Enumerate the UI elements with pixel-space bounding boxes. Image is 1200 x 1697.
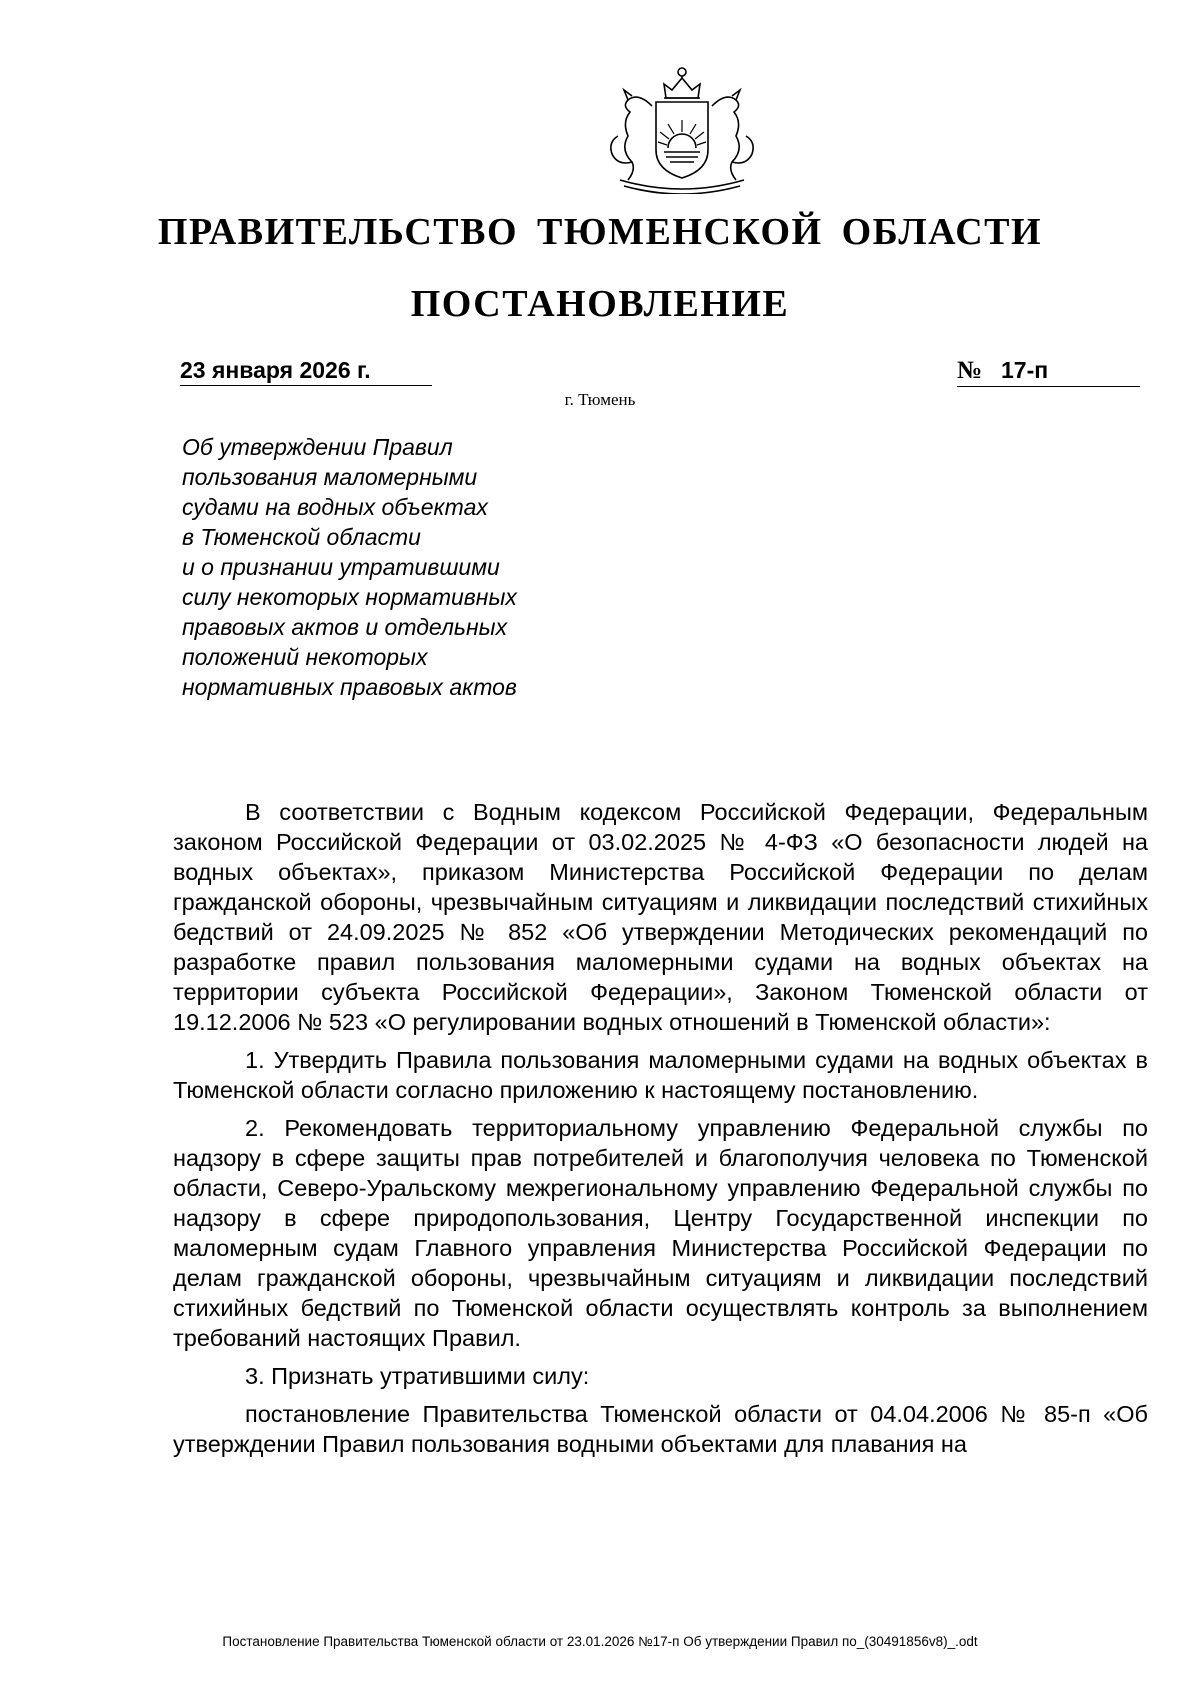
document-body	[173, 797, 1148, 1459]
document-number-line	[957, 355, 1140, 387]
document-type: ПОСТАНОВЛЕНИЕ	[410, 283, 790, 325]
subject-line: правовых актов и отдельных	[182, 614, 508, 640]
preamble-paragraph: В соответствии с Водным кодексом Российской Федерации, Федеральным законом Российской Федерации от 03.02.2025 № 4-ФЗ «О безопасности людей на водных объектах», приказом Министерства Российской Федерации по делам гражданской обороны, чрезвычайным ситуациям и ликвидации последствий стихийных бедствий от 24.09.2025 № 852 «Об утверждении Методических рекомендаций по разработке правил пользования маломерными судами на водных объектах на территории субъекта Российской Федерации», Законом Тюменской области от 19.12.2006 № 523 «О регулировании водных отношений в Тюменской области»:	[173, 799, 1148, 1035]
organization-title: ПРАВИТЕЛЬСТВО ТЮМЕНСКОЙ ОБЛАСТИ	[157, 211, 1043, 253]
subject-line: силу некоторых нормативных	[182, 584, 517, 610]
subject-line: положений некоторых	[182, 644, 428, 670]
item-1-paragraph: 1. Утвердить Правила пользования маломерными судами на водных объектах в Тюменской области согласно приложению к настоящему постановлению.	[173, 1047, 1148, 1103]
item-2-paragraph: 2. Рекомендовать территориальному управлению Федеральной службы по надзору в сфере защиты прав потребителей и благополучия человека по Тюменской области, Северо-Уральскому межрегиональному управлению Федеральной службы по надзору в сфере природопользования, Центру Государственной инспекции по маломерным судам Главного управления Министерства Российской Федерации по делам гражданской обороны, чрезвычайным ситуациям и ликвидации последствий стихийных бедствий по Тюменской области осуществлять контроль за выполнением требований настоящих Правил.	[173, 1115, 1148, 1351]
subject-line: и о признании утратившими	[182, 554, 500, 580]
item-3-text-paragraph: постановление Правительства Тюменской области от 04.04.2006 № 85-п «Об утверждении Правил пользования водными объектами для плавания на	[173, 1401, 1148, 1457]
item-3-paragraph: 3. Признать утратившими силу:	[245, 1363, 590, 1389]
subject-line: в Тюменской области	[182, 524, 421, 550]
subject-line: пользования маломерными	[182, 464, 478, 490]
document-subject	[182, 432, 602, 702]
document-date: 23 января 2026 г.	[180, 355, 432, 386]
coat-of-arms-emblem	[598, 62, 766, 194]
page-footer: Постановление Правительства Тюменской области от 23.01.2026 №17-п Об утверждении Правил по_(30491856v8)_.odt	[222, 1634, 978, 1649]
subject-line: судами на водных объектах	[182, 494, 488, 520]
number-sign: №	[957, 357, 983, 384]
city: г. Тюмень	[564, 390, 636, 409]
subject-line: Об утверждении Правил	[182, 434, 453, 460]
document-number: 17-п	[1001, 357, 1049, 383]
subject-line: нормативных правовых актов	[182, 674, 517, 700]
